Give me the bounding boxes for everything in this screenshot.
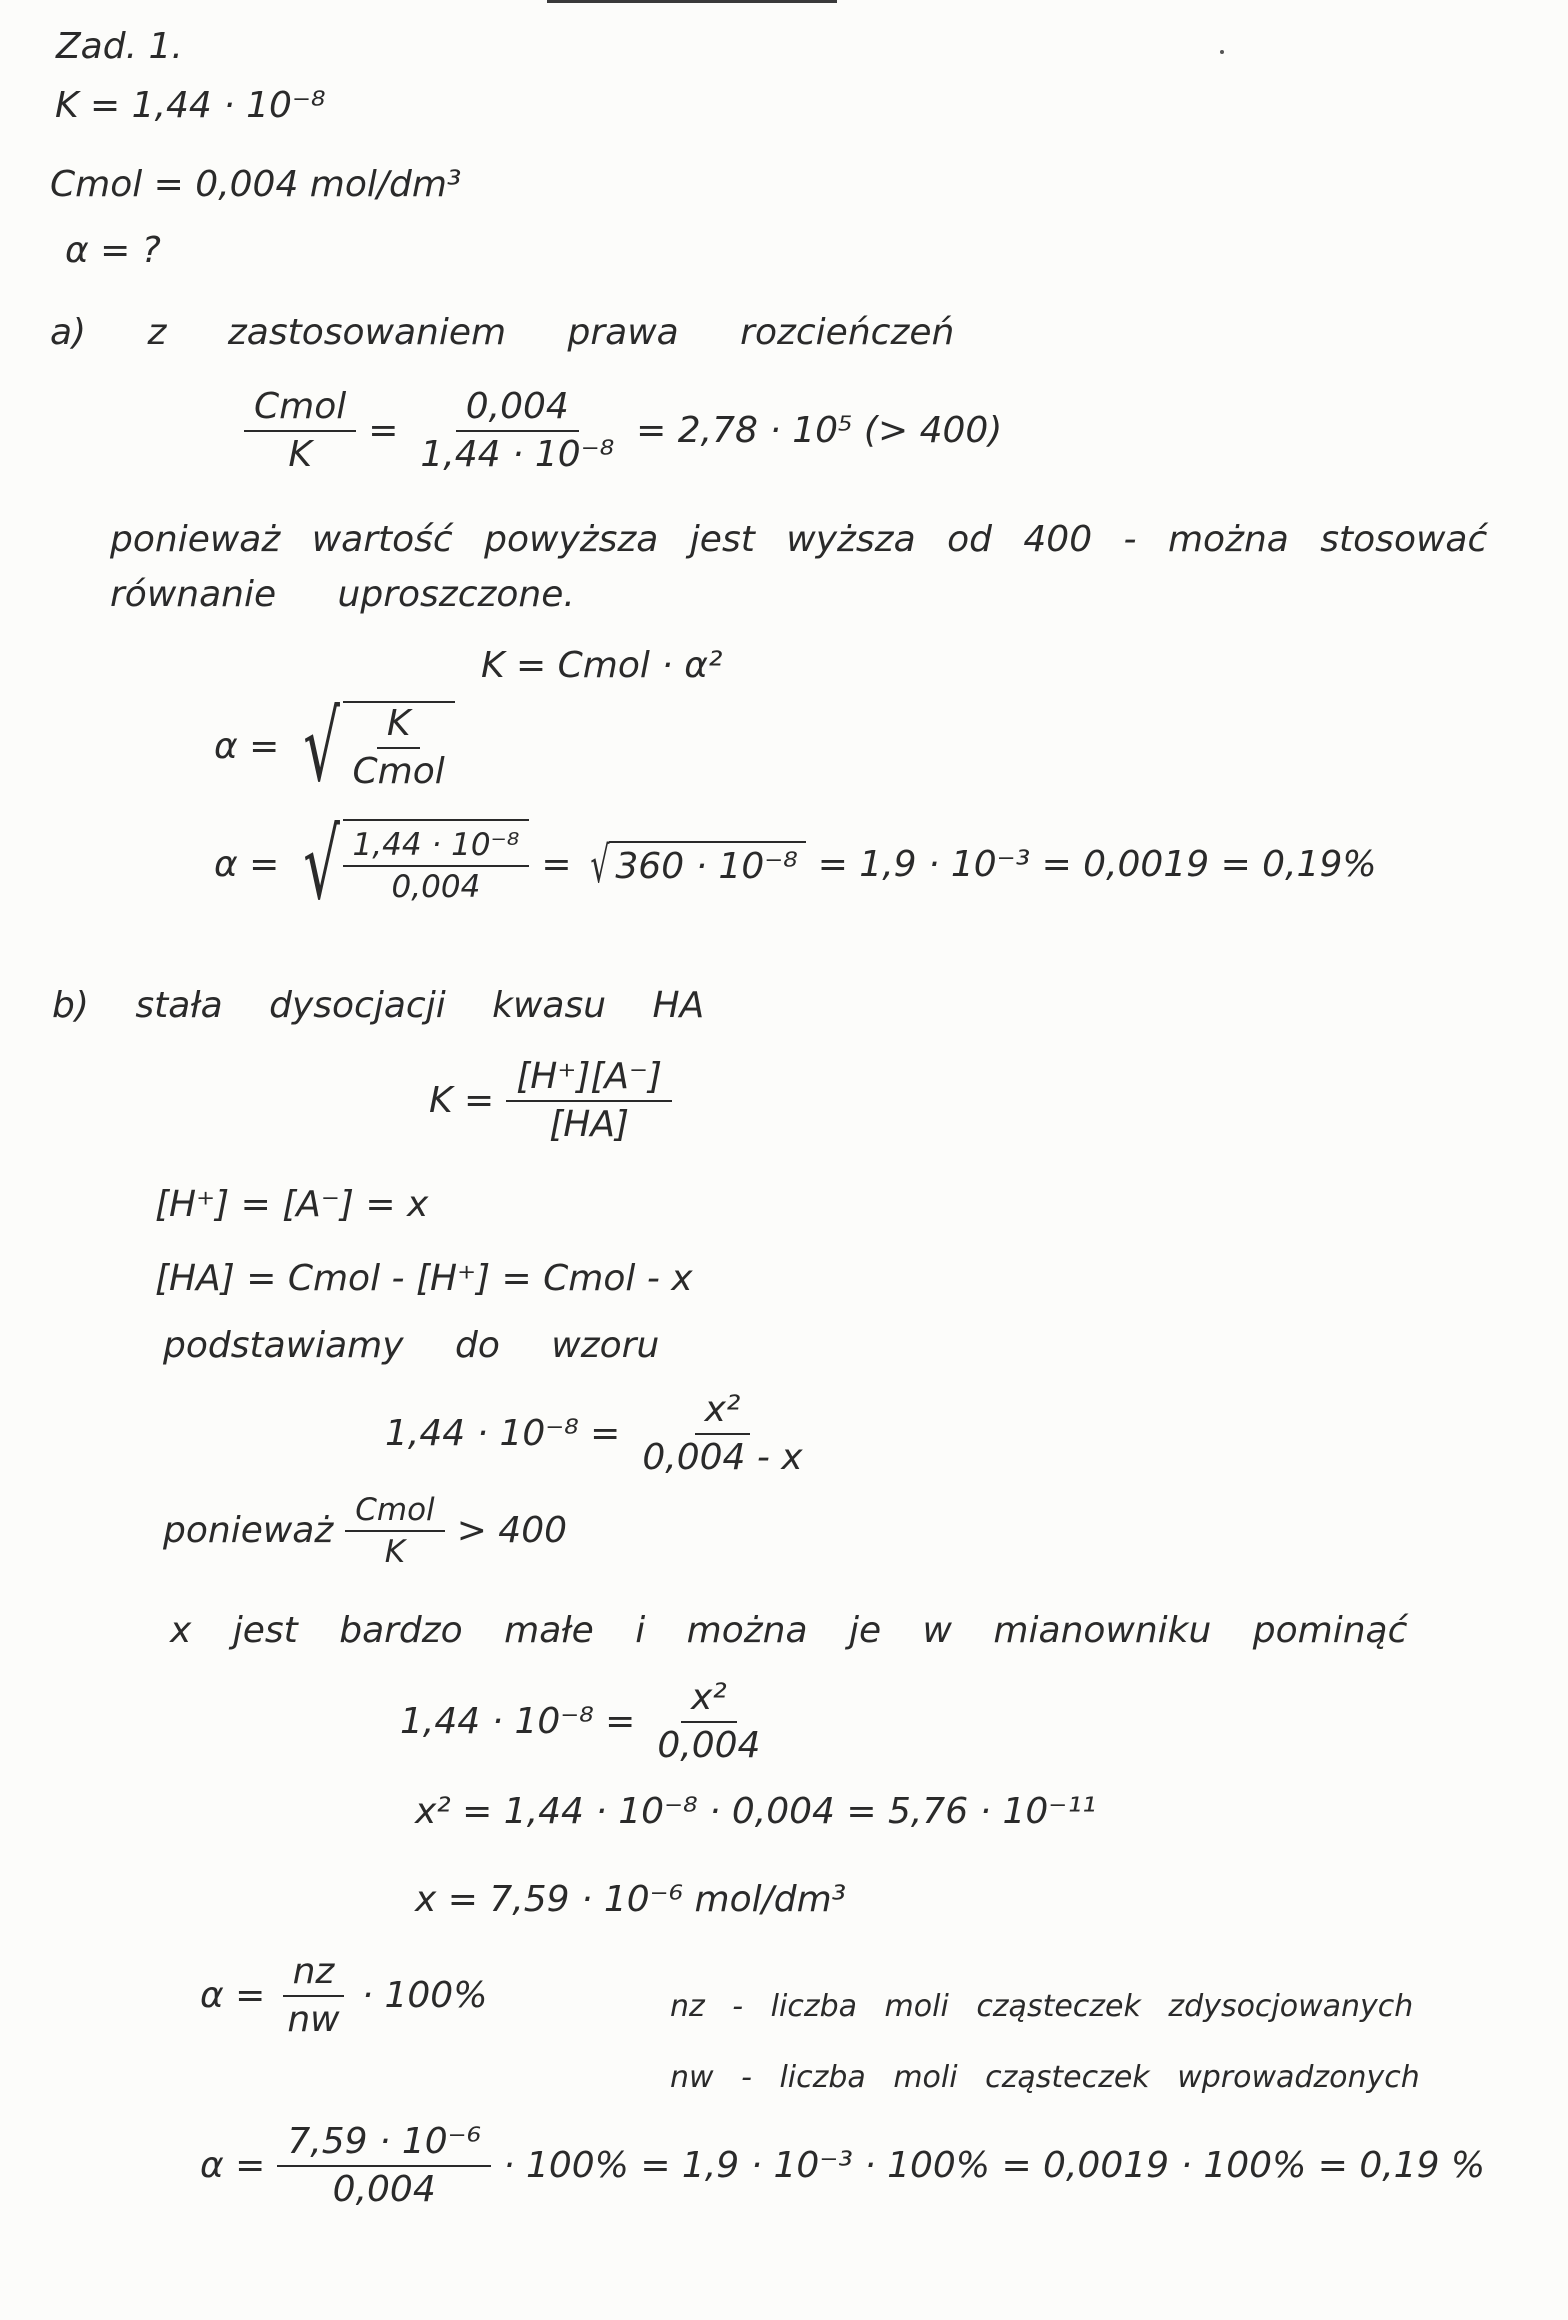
fraction-numerator: 7,59 · 10⁻⁶ <box>277 2121 491 2167</box>
fraction-numerator: x² <box>681 1677 737 1723</box>
alpha-calc-result: = 1,9 · 10⁻³ = 0,0019 = 0,19% <box>817 844 1377 885</box>
acid-concentration-equation <box>155 1257 693 1301</box>
fraction-denominator: 0,004 <box>657 1725 761 1766</box>
alpha-calc-fraction <box>343 827 530 905</box>
simplified-substituted-equation <box>400 1677 770 1767</box>
ion-concentration-equation <box>155 1183 428 1227</box>
x-squared-equation <box>415 1790 1096 1834</box>
ratio-fraction-1 <box>244 386 356 476</box>
fraction-denominator: K <box>384 1534 406 1570</box>
eq5-text: x² = 1,44 · 10⁻⁸ · 0,004 = 5,76 · 10⁻¹¹ <box>415 1791 1097 1832</box>
stray-ink-dot <box>1220 50 1224 54</box>
eq4-fraction <box>647 1677 770 1767</box>
sqrt-sign: √ <box>303 691 341 803</box>
unknown-alpha <box>65 229 161 273</box>
scan-edge-mark <box>547 0 837 3</box>
alpha-formula-fraction <box>343 703 455 793</box>
equals-sign: = <box>541 844 572 885</box>
condition-text: ponieważ <box>163 1510 334 1551</box>
task-heading <box>56 25 183 69</box>
simplified-equation-text: K = Cmol · α² <box>481 645 723 686</box>
k-def-fraction <box>506 1056 672 1146</box>
legend-nz-text: nz - liczba moli cząsteczek zdysocjowanych <box>670 1989 1414 2024</box>
condition-fraction <box>345 1492 444 1570</box>
eq3-fraction <box>632 1389 812 1479</box>
substitute-note-text: podstawiamy do wzoru <box>163 1325 660 1366</box>
approximation-note-text: x jest bardzo małe i można je w mianowniku pominąć <box>170 1610 1408 1651</box>
ratio-fraction-2 <box>410 386 624 476</box>
radicand: 360 · 10⁻⁸ <box>609 841 805 889</box>
fraction-numerator: K <box>377 703 421 749</box>
fraction-numerator: 1,44 · 10⁻⁸ <box>343 827 530 867</box>
alpha-formula-lhs: α = <box>214 726 280 767</box>
fraction-numerator: 0,004 <box>456 386 579 432</box>
part-b-title-text: b) stała dysocjacji kwasu HA <box>52 985 705 1026</box>
fraction-denominator: 0,004 - x <box>642 1437 803 1478</box>
fraction-numerator: [H⁺][A⁻] <box>506 1056 672 1102</box>
fraction-numerator: Cmol <box>244 386 356 432</box>
eq3-lhs: 1,44 · 10⁻⁸ = <box>385 1413 621 1454</box>
legend-nw <box>670 2056 1420 2100</box>
equals-sign: = <box>368 410 399 451</box>
final-alpha-result: · 100% = 1,9 · 10⁻³ · 100% = 0,0019 · 100% = 0,19 % <box>503 2145 1486 2186</box>
fraction-denominator: Cmol <box>352 751 445 792</box>
eq2-text: [HA] = Cmol - [H⁺] = Cmol - x <box>155 1258 693 1299</box>
fraction-denominator: 0,004 <box>391 869 481 905</box>
dissociation-constant-definition <box>429 1056 672 1146</box>
part-a-note-line1-text: ponieważ wartość powyższa jest wyższa od 400 - można stosować <box>110 519 1488 560</box>
substituted-equation <box>385 1389 813 1479</box>
fraction-numerator: Cmol <box>345 1492 444 1532</box>
alpha-calculation-line <box>214 809 1377 921</box>
radicand <box>343 819 530 911</box>
given-cmol-text: Cmol = 0,004 mol/dm³ <box>50 164 462 205</box>
k-def-lhs: K = <box>429 1080 495 1121</box>
alpha-calc-lhs: α = <box>214 844 280 885</box>
part-a-note-line2-text: równanie uproszczone. <box>110 574 575 615</box>
alpha-def-lhs: α = <box>200 1975 266 2016</box>
square-root-small <box>584 836 806 894</box>
task-heading-text: Zad. 1. <box>56 26 183 67</box>
substitute-note <box>163 1324 659 1368</box>
final-alpha-fraction <box>277 2121 491 2211</box>
eq4-lhs: 1,44 · 10⁻⁸ = <box>400 1701 636 1742</box>
legend-nz <box>670 1985 1413 2029</box>
ratio-result: = 2,78 · 10⁵ (> 400) <box>636 410 1003 451</box>
fraction-denominator: 1,44 · 10⁻⁸ <box>420 434 615 475</box>
part-b-title <box>52 984 704 1028</box>
alpha-def-rhs: · 100% <box>361 1975 488 2016</box>
dilution-ratio-line <box>244 386 1002 476</box>
part-a-title-text: a) z zastosowaniem prawa rozcieńczeń <box>50 312 955 353</box>
fraction-numerator: nz <box>283 1951 345 1997</box>
fraction-denominator: K <box>288 434 312 475</box>
alpha-definition <box>200 1951 487 2041</box>
part-a-note-line2 <box>110 573 575 617</box>
alpha-def-fraction <box>277 1951 349 2041</box>
eq1-text: [H⁺] = [A⁻] = x <box>155 1184 429 1225</box>
given-k <box>55 84 325 128</box>
final-alpha-lhs: α = <box>200 2145 266 2186</box>
unknown-alpha-text: α = ? <box>65 230 161 271</box>
sqrt-sign: √ <box>303 809 341 921</box>
final-alpha-calculation <box>200 2121 1485 2211</box>
part-a-title <box>50 311 954 355</box>
condition-rhs: > 400 <box>456 1510 568 1551</box>
given-k-text: K = 1,44 · 10⁻⁸ <box>55 85 326 126</box>
condition-line <box>163 1492 567 1570</box>
fraction-numerator: x² <box>695 1389 751 1435</box>
fraction-denominator: 0,004 <box>332 2169 436 2210</box>
fraction-denominator: nw <box>287 1999 340 2040</box>
square-root <box>291 809 529 921</box>
alpha-formula-line <box>214 691 455 803</box>
part-a-note-line1 <box>110 518 1487 562</box>
simplified-equation <box>481 644 722 688</box>
given-cmol <box>50 163 461 207</box>
radicand <box>343 701 455 793</box>
legend-nw-text: nw - liczba moli cząsteczek wprowadzonych <box>670 2060 1420 2095</box>
square-root <box>291 691 454 803</box>
fraction-denominator: [HA] <box>549 1104 630 1145</box>
sqrt-sign: √ <box>589 836 610 894</box>
x-value-equation <box>415 1878 846 1922</box>
approximation-note <box>170 1609 1407 1653</box>
eq6-text: x = 7,59 · 10⁻⁶ mol/dm³ <box>415 1879 847 1920</box>
